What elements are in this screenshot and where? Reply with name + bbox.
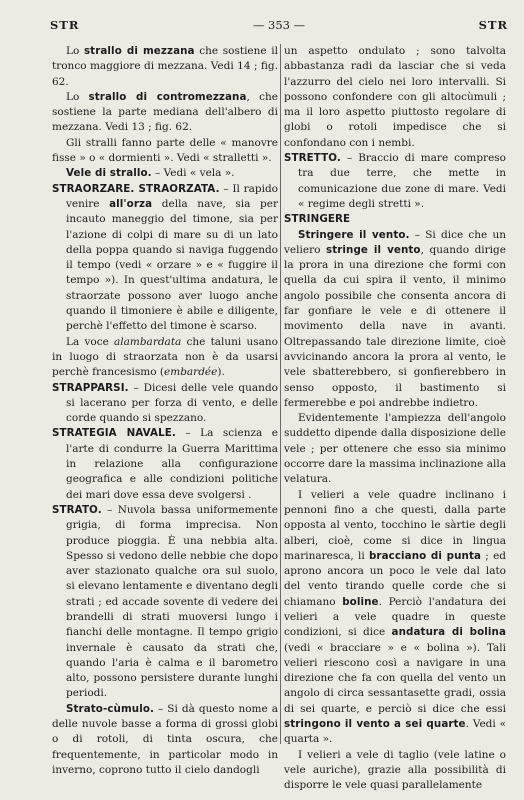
text: (vedi « bracciare » e « bolina »). Tali velieri riescono così a navigare in una direzione che fa con quella del vento un angolo di circa sessantasette gradi, ossia di sei quarte, e perciò si dice che essi: [284, 641, 506, 715]
text: della nave, sia per incauto maneggio del timone, sia per l'azione di colpi di mare su di un lato della poppa quando si naviga fuggendo il tempo (vedi « orzare » e « fuggire il tempo »). In quest'ultima andatura, le straorzate possono aver luogo anche quando il timoniere è abile e diligente, perchè l'effetto del timone è scarso.: [66, 197, 278, 333]
text: che taluni usano in luogo di straorzata non è da usarsi perchè francesismo (: [52, 335, 278, 379]
entry-headword: STRATEGIA NAVALE.: [52, 427, 176, 440]
text: . Perciò l'andatura dei velieri a vele quadre in queste condizioni, si dice: [284, 595, 506, 639]
text: – Si dice che un veliero: [284, 228, 506, 256]
entry-term: stringono il vento a sei quarte: [284, 718, 466, 731]
entry-term: Strato-cùmulo.: [66, 702, 155, 715]
entry-term: bracciano di punta: [368, 549, 482, 562]
entry-term: Stringere il vento.: [298, 228, 410, 241]
entry-term: boline: [342, 595, 379, 608]
paragraph-velieri-vele-quadre: [284, 488, 506, 748]
text: . Vedi « quarta ».: [284, 718, 506, 746]
entry-strato-cumulo: [52, 702, 278, 778]
text: ; ed aprono ancora un poco le vele dal lato del vento tirando quelle corde che si chiamano: [284, 549, 507, 608]
entry-headword: STRATO.: [52, 503, 102, 516]
text: ).: [217, 366, 225, 379]
text: inclinano i pennoni fino a che questi, dalla parte opposta al vento, tocchino le sàrtie degli alberi, cioè, come si dice in lingua marinaresca, li: [284, 488, 507, 562]
text: I velieri a vele: [298, 488, 399, 501]
text: – Si dà questo nome a delle nuvole basse a forma di grossi globi o di rotoli, di tinta oscura, che frequentemente, in particolar modo in inverno, coprono tutto il cielo dandogli: [52, 702, 278, 776]
text: che sostiene il tronco maggiore di mezzana. Vedi 14 ; fig. 62.: [52, 45, 278, 88]
entry-term: strallo di contromezzana: [88, 90, 247, 103]
paragraph-stralli: Gli stralli fanno parte delle « manovre fisse » o « dormienti ». Vedi « stralletti ».: [52, 136, 278, 165]
entry-headword: STRAORZARE. STRAORZATA.: [52, 182, 220, 195]
text: – La scienza e l'arte di condurre la Guerra Marittima in relazione alla configurazione geografica e alle condizioni politiche dei mari dove essa deve svolgersi .: [66, 427, 278, 501]
entry-straorzare: [52, 182, 278, 335]
entry-headword: STRAPPARSI.: [52, 381, 129, 394]
entry-headword: STRETTO.: [284, 152, 341, 165]
entry-stringere-il-vento: [284, 228, 506, 412]
entry-term: stringe il vento: [325, 243, 421, 256]
text: – Braccio di mare compreso tra due terre, che mette in comunicazione due zone di mare. Vedi « regime degli stretti ».: [298, 152, 506, 210]
text: quadre: [398, 488, 437, 501]
right-column: [284, 44, 506, 794]
page-number: — 353 —: [252, 18, 306, 32]
text: La voce: [66, 335, 114, 348]
header-left-guide-word: STR: [50, 18, 80, 32]
entry-vele-di-strallo: [52, 166, 278, 181]
left-column: [52, 44, 278, 778]
text: – Nuvola bassa uniformemente grigia, di forma imprecisa. Non produce pioggia. È una nebbia alta. Spesso si vedono delle nebbie che dopo aver stazionato qualche ora sul suolo, si elevano lentamente e diventano degli strati ; ed accade sovente di vedere dei brandelli di strati muoversi lungo i fianchi delle montagne. Il tempo grigio invernale è causato da strati che, quando l'aria è calma e il barometro alto, possono persistere durante lunghi periodi.: [66, 503, 278, 700]
entry-term: Vele di strallo.: [66, 167, 152, 180]
text: , quando dirige la prora in una direzione che formi con quella da cui spira il vento, il minimo angolo possibile che consenta ancora di far gonfiare le vele e di ottenere il movimento della nave in avanti. Oltrepassando tale direzione limite, cioè avvicinando ancora la prora al vento, le vele sbatterebbero, si gonfierebbero in senso opposto, il bastimento si fermerebbe e poi andrebbe indietro.: [284, 243, 506, 409]
entry-term: all'orza: [109, 197, 153, 210]
column-divider: [280, 44, 281, 744]
entry-strapparsi: [52, 381, 278, 427]
header-right-guide-word: STR: [478, 18, 508, 32]
entry-stretto: [284, 151, 506, 212]
italic-term: embardée: [164, 366, 218, 379]
text: Lo: [66, 90, 89, 103]
text: – Il rapido venire: [66, 182, 279, 210]
entry-term: andatura di bolina: [391, 626, 507, 639]
paragraph-alambardata: [52, 335, 278, 381]
entry-term: strallo di mezzana: [83, 45, 195, 57]
paragraph-continuation: un aspetto ondulato ; sono talvolta abbastanza radi da lasciar che si veda l'azzurro del cielo nei loro intervalli. Si possono confondere con gli altocùmuli ; ma il loro aspetto piuttosto regolare di globi o rotoli impedisce che si confondano con i nembi.: [284, 45, 506, 149]
paragraph-ampiezza: Evidentemente l'ampiezza dell'angolo suddetto dipende dalla disposizione delle vele ; per ottenere che esso sia minimo occorre dare la massima inclinazione alla velatura.: [284, 412, 506, 486]
entry-strato: [52, 503, 278, 702]
paragraph-velieri-vele-di-taglio: I velieri a vele di taglio (vele latine o vele auriche), grazie alla possibilità di disporre le vele quasi parallelamente: [284, 748, 506, 792]
text: Lo: [66, 45, 84, 57]
entry-headword: STRINGERE: [284, 213, 351, 226]
text: – Dicesi delle vele quando si lacerano per forza di vento, e delle corde quando si spezzano.: [66, 381, 278, 425]
entry-stringere: [284, 212, 506, 227]
entry-strategia-navale: [52, 426, 278, 502]
entry-strallo-di-mezzana: [52, 44, 278, 90]
text: , che sostiene la parte mediana dell'albero di mezzana. Vedi 13 ; fig. 62.: [52, 90, 278, 134]
italic-term: alambardata: [114, 335, 182, 348]
text: – Vedi « vela ».: [151, 167, 235, 180]
entry-strallo-di-contromezzana: [52, 90, 278, 136]
